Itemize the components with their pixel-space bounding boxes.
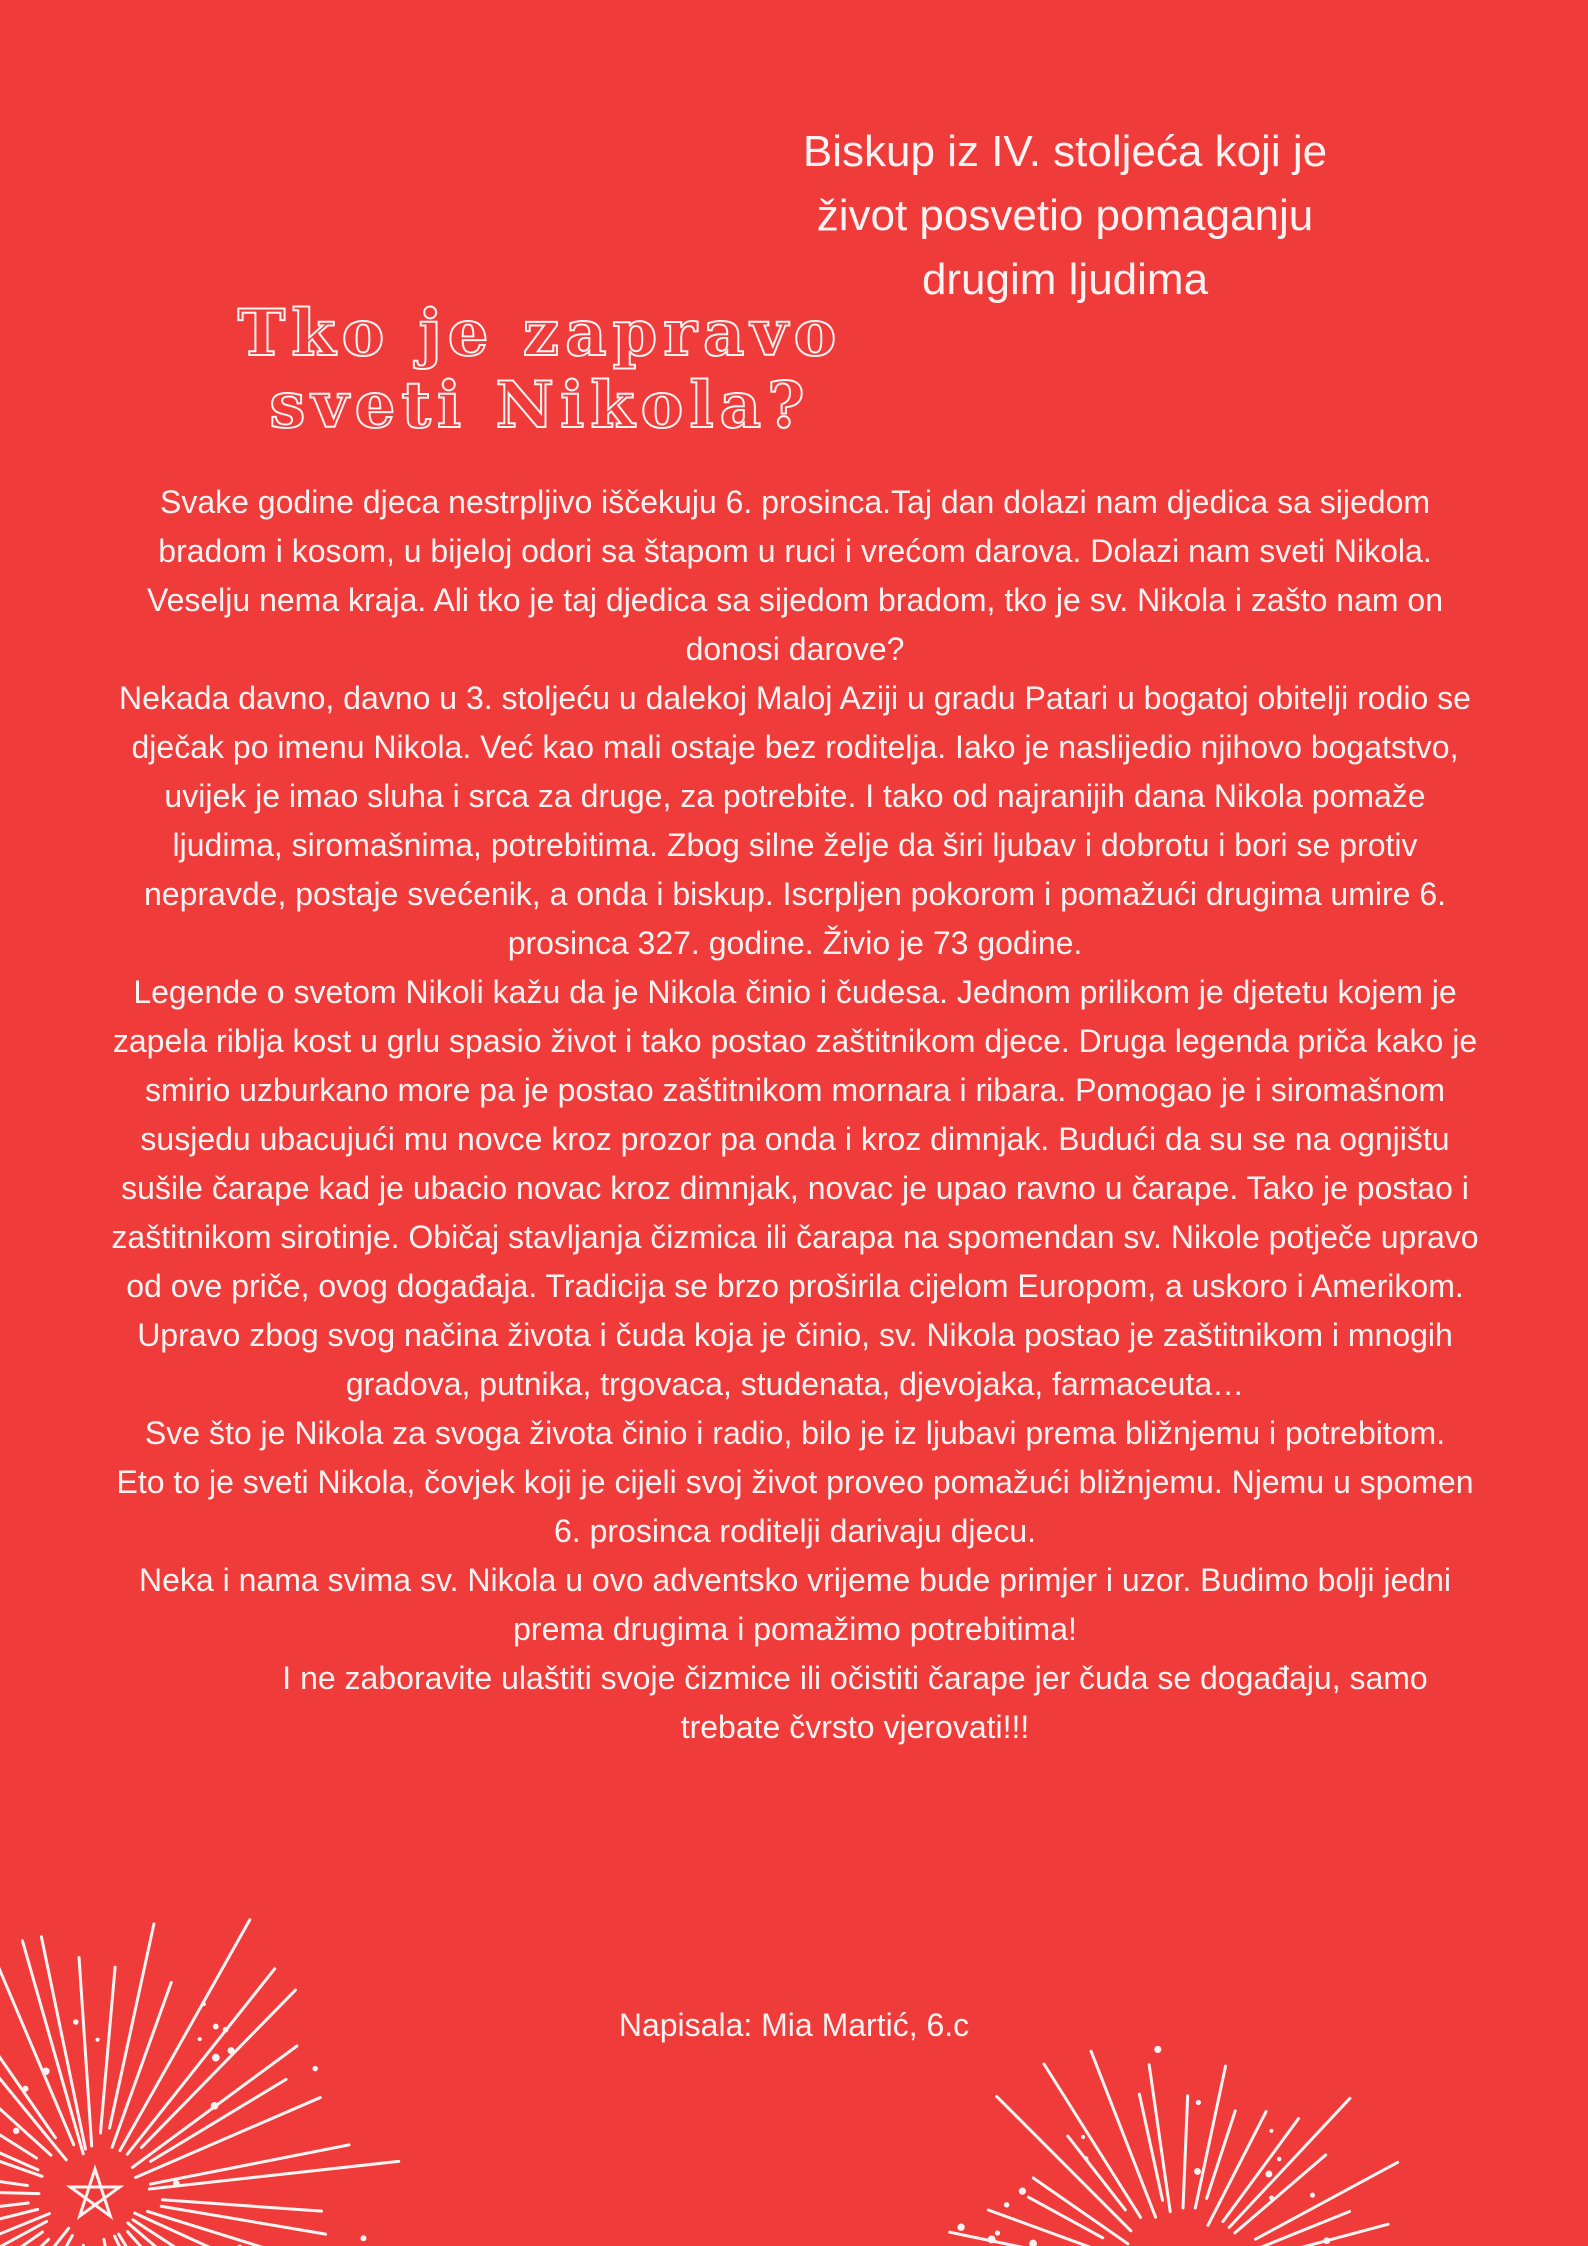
- burst-ray: [1223, 2119, 1299, 2222]
- burst-dot: [360, 2235, 366, 2241]
- burst-dot: [988, 2235, 996, 2243]
- title-line: Tko je zapravo: [237, 296, 843, 371]
- burst-ray: [112, 1982, 171, 2147]
- burst-dot: [223, 2027, 229, 2033]
- burst-ray: [149, 2161, 398, 2189]
- burst-ray: [988, 2210, 1113, 2246]
- burst-ray: [148, 2211, 365, 2246]
- subtitle-line: život posvetio pomaganju: [816, 191, 1314, 240]
- author-line: Napisala: Mia Martić, 6.c: [618, 2007, 970, 2043]
- burst-dot: [1019, 2188, 1026, 2195]
- burst-dot: [1194, 2168, 1201, 2175]
- burst-dot: [1269, 2129, 1273, 2133]
- burst-ray: [1229, 2098, 1350, 2227]
- burst-dot: [1265, 2171, 1272, 2178]
- burst-ray: [997, 2096, 1131, 2230]
- starburst-right: [940, 2020, 1440, 2246]
- burst-ray: [120, 1920, 250, 2151]
- burst-ray: [79, 1958, 92, 2146]
- burst-dot: [1004, 2202, 1009, 2207]
- burst-dot: [212, 2054, 220, 2062]
- paragraph: Neka i nama svima sv. Nikola u ovo adventsko vrijeme bude primjer i uzor. Budimo bolji jedni prema drugima i pomažimo potrebitima!: [139, 1562, 1451, 1647]
- paragraph: Upravo zbog svog načina života i čuda koja je činio, sv. Nikola postao je zaštitnikom i mnogih gradova, putnika, trgovaca, studenata, djevojaka, farmaceuta…: [137, 1317, 1453, 1402]
- burst-dot: [312, 2066, 317, 2071]
- burst-dot: [1081, 2135, 1085, 2139]
- subtitle-line: drugim ljudima: [921, 255, 1209, 304]
- burst-dot: [198, 2037, 202, 2041]
- burst-dot: [213, 2024, 219, 2030]
- burst-ray: [0, 2189, 39, 2194]
- title-line: sveti Nikola?: [269, 368, 811, 443]
- paragraph: Legende o svetom Nikoli kažu da je Nikola činio i čudesa. Jednom prilikom je djetetu kojem je zapela riblja kost u grlu spasio život i tako postao zaštitnikom djece. Druga legenda priča kako je smirio uzburkano more pa je postao zaštitnikom mornara i ribara. Pomogao je i siromašnom susjedu ubacujući mu novce kroz prozor pa onda i kroz dimnjak. Budući da su se na ognjištu sušile čarape kad je ubacio novac kroz dimnjak, novac je upao ravno u čarape. Tako je postao i zaštitnikom sirotinje. Običaj stavljanja čizmica ili čarapa na spomendan sv. Nikole potječe upravo od ove priče, ovog događaja. Tradicija se brzo proširila cijelom Europom, a uskoro i Amerikom.: [111, 974, 1479, 1304]
- paragraph: Sve što je Nikola za svoga života činio i radio, bilo je iz ljubavi prema bližnjemu i potrebitom.: [144, 1415, 1446, 1451]
- burst-dot: [1196, 2100, 1201, 2105]
- article-body: [110, 478, 1480, 1752]
- burst-ray: [1183, 2096, 1188, 2208]
- burst-dot: [1277, 2157, 1282, 2162]
- burst-dot: [228, 2047, 235, 2054]
- burst-dot: [173, 2180, 180, 2187]
- burst-dot: [1269, 2195, 1274, 2200]
- starburst-left: [0, 1860, 440, 2246]
- burst-dot: [13, 2128, 20, 2135]
- burst-dot: [73, 2019, 79, 2025]
- burst-dot: [42, 2068, 49, 2075]
- burst-ray: [110, 1924, 154, 2128]
- paragraph: Eto to je sveti Nikola, čovjek koji je cijeli svoj život proveo pomažući bližnjemu. Njemu u spomen 6. prosinca roditelji darivaju djecu.: [116, 1464, 1474, 1549]
- burst-dot: [995, 2230, 1000, 2235]
- page-title: [150, 298, 930, 442]
- burst-dot: [1323, 2237, 1330, 2244]
- burst-dot: [1029, 2240, 1037, 2246]
- burst-dot: [1310, 2193, 1315, 2198]
- burst-ray: [1207, 2111, 1236, 2198]
- burst-dot: [1154, 2046, 1161, 2053]
- burst-dot: [211, 2102, 219, 2110]
- paragraph: Svake godine djeca nestrpljivo iščekuju 6. prosinca.Taj dan dolazi nam djedica sa sijedom bradom i kosom, u bijeloj odori sa štapom u ruci i vrećom darova. Dolazi nam sveti Nikola. Veselju nema kraja. Ali tko je taj djedica sa sijedom bradom, tko je sv. Nikola i zašto nam on donosi darove?: [146, 484, 1444, 667]
- subtitle: [740, 120, 1390, 312]
- burst-dot: [202, 2002, 206, 2006]
- paragraph: I ne zaboravite ulaštiti svoje čizmice ili očistiti čarape jer čuda se događaju, samo trebate čvrsto vjerovati!!!: [282, 1660, 1428, 1745]
- burst-dot: [957, 2224, 964, 2231]
- paragraph: Nekada davno, davno u 3. stoljeću u dalekoj Maloj Aziji u gradu Patari u bogatoj obitelji rodio se dječak po imenu Nikola. Već kao mali ostaje bez roditelja. Iako je naslijedio njihovo bogatstvo, uvijek je imao sluha i srca za druge, za potrebite. I tako od najranijih dana Nikola pomaže ljudima, siromašnima, potrebitima. Zbog silne želje da širi ljubav i dobrotu i bori se protiv nepravde, postaje svećenik, a onda i biskup. Iscrpljen pokorom i pomažući drugima umire 6. prosinca 327. godine. Živio je 73 godine.: [119, 680, 1471, 961]
- burst-ray: [1033, 2178, 1128, 2244]
- burst-dot: [22, 2086, 28, 2092]
- burst-dot: [1084, 2156, 1088, 2160]
- burst-dot: [95, 2038, 99, 2042]
- subtitle-line: Biskup iz IV. stoljeća koji je: [802, 127, 1328, 176]
- star-icon: [70, 2169, 119, 2216]
